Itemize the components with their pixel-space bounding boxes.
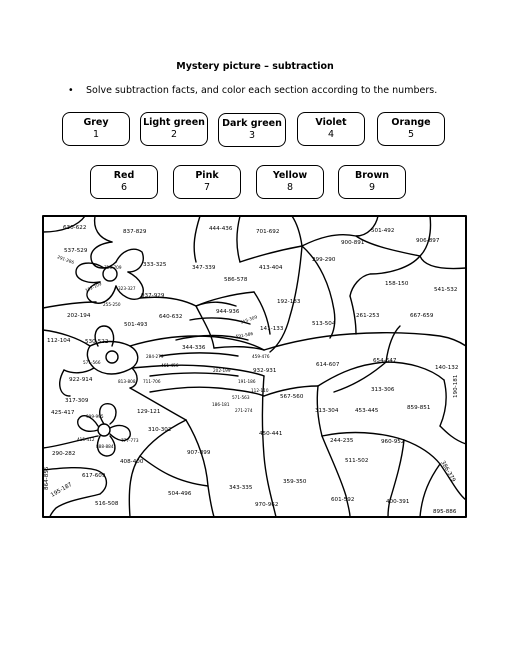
color-key-number: 6 [120,182,128,193]
color-key-number: 8 [286,182,294,193]
region-label: 501-492 [371,228,395,234]
region-label: 343-335 [229,485,253,491]
color-key-label: Light green [143,117,205,128]
region-label: 630-622 [63,225,87,231]
region-label: 140-132 [435,365,459,371]
region-label: 291-286 [56,254,75,265]
region-label: 777-773 [121,438,139,443]
region-label: 425-417 [51,410,75,416]
region-label: 415-412 [77,437,95,442]
region-label: 112-110 [251,388,269,393]
region-label: 591-586 [235,331,254,339]
color-key-number: 1 [92,129,100,140]
region-label: 516-508 [95,501,119,507]
region-label: 937-929 [141,293,165,299]
region-label: 386-379 [439,460,457,484]
color-key-number: 2 [170,129,178,140]
region-label: 333-325 [143,262,167,268]
region-label: 711-706 [143,379,161,384]
region-label: 571-566 [83,360,101,365]
region-label: 601-592 [331,497,355,503]
region-label: 112-104 [47,338,71,344]
color-key-label: Pink [195,170,219,181]
region-label: 900-891 [341,240,365,246]
region-label: 195-187 [50,481,74,499]
region-label: 513-504 [312,321,336,327]
region-label: 667-659 [410,313,434,319]
region-label: 895-886 [433,509,457,515]
region-label: 586-578 [224,277,248,283]
region-label: 907-899 [187,450,211,456]
region-label: 347-339 [192,265,216,271]
region-label: 323-327 [118,286,136,291]
region-label: 202-194 [67,313,91,319]
color-key-number: 3 [248,130,256,141]
region-label: 284-279 [146,354,164,359]
region-label: 922-914 [69,377,93,383]
region-label: 129-121 [137,409,161,415]
region-label: 813-808 [118,379,136,384]
picture-outlines [43,216,466,517]
region-label: 701-692 [256,229,280,235]
region-label: 192-183 [277,299,301,305]
region-label: 261-253 [356,313,380,319]
region-label: 459-476 [252,354,270,359]
region-label: 614-607 [316,362,340,368]
region-label: 906-897 [416,238,440,244]
color-key-label: Grey [83,117,109,128]
region-label: 186-181 [212,402,230,407]
region-label: 461-456 [161,363,179,368]
color-key-label: Dark green [222,118,282,129]
region-label: 313-304 [315,408,339,414]
region-label: 888-884 [96,444,114,449]
region-label: 541-532 [434,287,458,293]
region-label: 190-181 [453,374,459,398]
region-label: 299-290 [312,257,336,263]
region-label: 617-609 [82,473,106,479]
region-label: 715-709 [104,265,122,270]
color-key-number: 9 [368,182,376,193]
region-label: 537-529 [64,248,88,254]
region-label: 571-563 [232,395,250,400]
region-label: 944-936 [216,309,240,315]
region-label: 359-350 [283,479,307,485]
color-key-label: Yellow [272,170,308,181]
region-label: 313-306 [371,387,395,393]
region-label: 932-931 [253,368,277,374]
region-label: 654-647 [373,358,397,364]
color-key-number: 5 [407,129,415,140]
region-label: 511-502 [345,458,369,464]
region-label: 255-250 [103,302,121,307]
region-label: 859-851 [407,405,431,411]
color-key-label: Orange [391,117,431,128]
region-label: 837-829 [123,229,147,235]
region-label: 444-436 [209,226,233,232]
region-label: 640-632 [159,314,183,320]
region-label: 271-274 [235,408,253,413]
color-key-number: 7 [203,182,211,193]
region-label: 141-133 [260,326,284,332]
region-label: 112-109 [84,280,103,293]
region-label: 999-995 [86,414,104,419]
region-label: 567-560 [280,394,304,400]
region-label: 970-962 [255,502,279,508]
bullet: • [68,85,74,96]
region-label: 191-186 [238,379,256,384]
region-label: 413-404 [259,265,283,271]
region-label: 400-391 [386,499,410,505]
color-key-label: Red [113,170,135,181]
worksheet-title: Mystery picture – subtraction [176,61,334,72]
region-label: 310-302 [148,427,172,433]
region-label: 450-441 [259,431,283,437]
region-label: 453-445 [355,408,379,414]
region-label: 158-150 [385,281,409,287]
region-label: 960-952 [381,439,405,445]
color-key-number: 4 [327,129,335,140]
region-labels [44,225,459,515]
region-label: 244-235 [330,438,354,444]
color-key-label: Brown [355,170,389,181]
color-key-label: Violet [315,117,347,128]
region-label: 864-855 [44,466,50,490]
region-label: 530-522 [85,339,109,345]
region-label: 317-309 [65,398,89,404]
region-label: 290-282 [52,451,76,457]
region-label: 315-309 [239,314,258,325]
region-label: 344-336 [182,345,206,351]
instruction-text: Solve subtraction facts, and color each section according to the numbers. [86,85,438,96]
region-label: 202-199 [213,368,231,373]
region-label: 501-493 [124,322,148,328]
region-label: 408-400 [120,459,144,465]
region-label: 504-496 [168,491,192,497]
